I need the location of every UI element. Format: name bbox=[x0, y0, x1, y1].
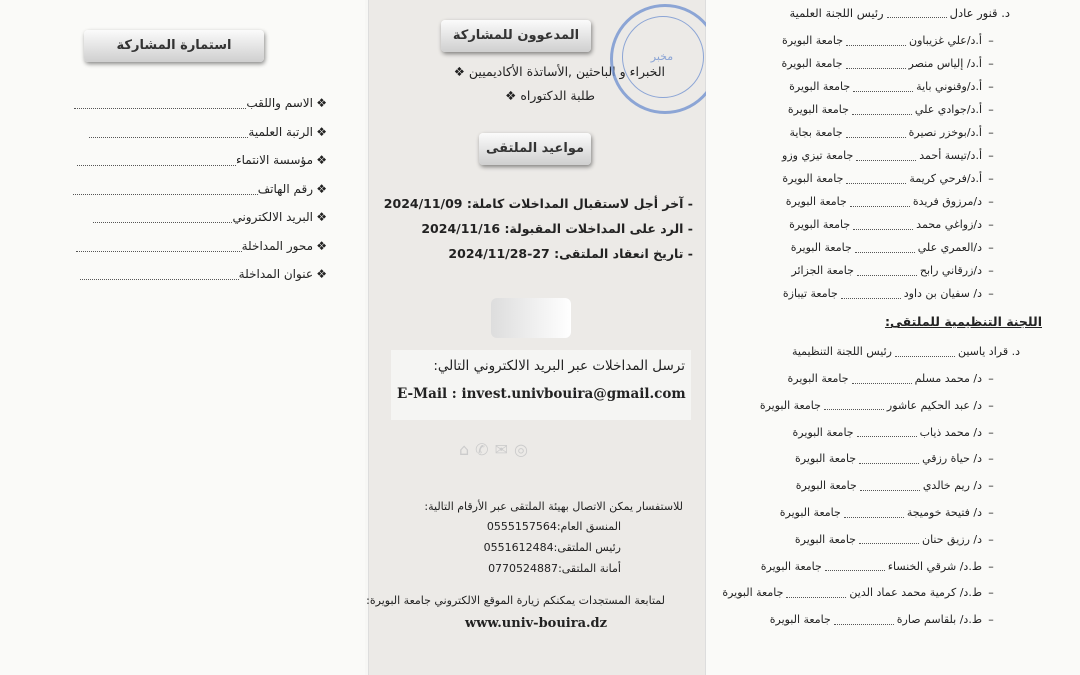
dash-bullet: – bbox=[988, 103, 994, 116]
dotted-leader bbox=[846, 129, 906, 138]
form-field-row bbox=[37, 210, 327, 232]
diamond-bullet-icon: ❖ bbox=[316, 210, 327, 224]
sci-member-row bbox=[783, 287, 1000, 307]
sci-member-row bbox=[782, 172, 1000, 192]
member-name: أ.د/بوخزر نصيرة bbox=[908, 126, 982, 139]
sci-member-row bbox=[782, 149, 1000, 169]
invited-line-1: الخبراء و الباحثين ,الأساتذة الأكاديميين ❖ bbox=[453, 64, 665, 79]
member-name: أ.د/علي غزيباون bbox=[909, 34, 982, 47]
social-icons bbox=[459, 440, 609, 470]
member-name: ط.د/ شرقي الخنساء bbox=[887, 559, 982, 573]
dash-bullet: – bbox=[988, 613, 994, 627]
sci-member-row bbox=[782, 34, 1000, 54]
dotted-leader bbox=[846, 37, 906, 46]
member-name: د/ ريم خالدي bbox=[922, 479, 982, 493]
dash-bullet: – bbox=[988, 532, 994, 546]
member-org: جامعة البويرة bbox=[792, 425, 854, 439]
org-member-row bbox=[793, 426, 1000, 446]
form-field-label: عنوان المداخلة bbox=[238, 267, 313, 281]
contact-row bbox=[488, 562, 621, 575]
member-org: جامعة البويرة bbox=[795, 452, 857, 466]
dash-bullet: – bbox=[988, 57, 994, 70]
participation-form-title: استمارة المشاركة bbox=[84, 30, 264, 62]
dash-bullet: – bbox=[988, 398, 994, 412]
member-name: أ.د/جوادي علي bbox=[914, 103, 982, 116]
dash-bullet: – bbox=[988, 452, 994, 466]
dotted-leader bbox=[855, 244, 915, 253]
dash-bullet: – bbox=[988, 479, 994, 493]
member-org: جامعة البويرة bbox=[787, 103, 849, 116]
sci-head: د. قنور عادلرئيس اللجنة العلمية bbox=[789, 6, 1010, 20]
dash-bullet: - bbox=[683, 196, 693, 211]
form-field-input[interactable] bbox=[89, 127, 248, 138]
globe-icon: ◎ bbox=[513, 440, 534, 459]
dash-bullet: – bbox=[988, 126, 994, 139]
dash-bullet: – bbox=[988, 559, 994, 573]
dotted-leader bbox=[857, 428, 917, 437]
diamond-bullet-icon: ❖ bbox=[505, 88, 517, 103]
form-field-input[interactable] bbox=[73, 184, 258, 195]
dotted-leader bbox=[852, 106, 912, 115]
dash-bullet: – bbox=[988, 264, 994, 277]
form-field-label: مؤسسة الانتماء bbox=[235, 153, 313, 167]
dotted-leader bbox=[850, 198, 910, 207]
dotted-leader bbox=[856, 152, 916, 161]
form-field-label: رقم الهاتف bbox=[257, 181, 313, 196]
phone-icon: ✆ bbox=[475, 440, 495, 459]
dotted-leader bbox=[853, 83, 913, 92]
member-org: جامعة البويرة bbox=[790, 241, 852, 254]
sci-member-row bbox=[791, 241, 1000, 261]
date-value: 2024/11/09 bbox=[383, 196, 463, 211]
dash-bullet: – bbox=[988, 218, 994, 231]
form-field-input[interactable] bbox=[77, 155, 236, 166]
mail-icon: ✉ bbox=[494, 440, 514, 459]
org-member-row bbox=[770, 613, 1000, 633]
dotted-leader bbox=[824, 401, 884, 410]
member-org: جامعة البويرة bbox=[794, 532, 856, 546]
diamond-bullet-icon: ❖ bbox=[316, 124, 327, 139]
form-field-row bbox=[37, 96, 327, 118]
diamond-bullet-icon: ❖ bbox=[316, 181, 327, 196]
share-icon: ⌂ bbox=[459, 440, 476, 459]
member-org: جامعة البويرة bbox=[785, 195, 847, 208]
form-field-row bbox=[37, 239, 327, 261]
form-field-input[interactable] bbox=[80, 269, 239, 280]
dotted-leader bbox=[786, 589, 846, 598]
committees-panel bbox=[706, 0, 1080, 675]
follow-text: لمتابعة المستجدات يمكنكم زيارة الموقع الالكتروني جامعة البويرة: bbox=[366, 594, 665, 607]
date-row bbox=[421, 221, 693, 236]
member-org: جامعة البويرة bbox=[789, 218, 851, 231]
diamond-bullet-icon: ❖ bbox=[316, 153, 327, 167]
member-org: جامعة البويرة bbox=[781, 57, 843, 70]
dash-bullet: – bbox=[988, 172, 994, 185]
dotted-leader bbox=[859, 455, 919, 464]
date-row bbox=[384, 196, 693, 211]
member-name: د/العمري علي bbox=[917, 241, 982, 254]
form-field-input[interactable] bbox=[74, 98, 246, 109]
dash-bullet: – bbox=[988, 34, 994, 47]
dash-bullet: – bbox=[988, 80, 994, 93]
member-name: د/ فتيحة خوميجة bbox=[906, 506, 982, 519]
member-name: د/ محمد ذياب bbox=[919, 425, 982, 439]
invited-line-2: طلبة الدكتوراه ❖ bbox=[505, 88, 595, 103]
diamond-bullet-icon: ❖ bbox=[316, 267, 327, 281]
form-field-input[interactable] bbox=[93, 212, 233, 223]
dotted-leader bbox=[857, 267, 917, 276]
member-name: د/ حياة رزقي bbox=[922, 452, 982, 466]
date-value: 27-2024/11/28 bbox=[448, 246, 550, 261]
contact-phone[interactable]: 0770524887 bbox=[488, 562, 559, 575]
dotted-leader bbox=[846, 175, 906, 184]
form-field-input[interactable] bbox=[76, 241, 242, 252]
org-member-row bbox=[761, 560, 1000, 580]
decorative-image bbox=[491, 298, 571, 338]
member-org: جامعة البويرة bbox=[781, 34, 844, 47]
invited-title: المدعوون للمشاركة bbox=[441, 20, 591, 52]
member-org: جامعة البويرة bbox=[769, 613, 831, 627]
form-field-row bbox=[37, 125, 327, 147]
dash-bullet: – bbox=[988, 195, 994, 208]
dash-bullet: – bbox=[988, 149, 994, 162]
dash-bullet: - bbox=[683, 246, 693, 261]
member-name: د/ عبد الحكيم عاشور bbox=[886, 398, 982, 412]
dotted-leader bbox=[852, 375, 912, 384]
sci-member-row bbox=[781, 57, 1000, 77]
date-label: الرد على المداخلات المقبولة: bbox=[504, 221, 684, 236]
diamond-bullet-icon: ❖ bbox=[316, 96, 327, 110]
form-field-label: الرتبة العلمية bbox=[248, 124, 313, 139]
dotted-leader bbox=[825, 562, 885, 571]
member-name: د/ سفيان بن داود bbox=[903, 287, 982, 300]
member-org: جامعة البويرة bbox=[782, 172, 844, 185]
sci-member-row bbox=[789, 80, 1000, 100]
date-label: تاريخ انعقاد الملتقى: bbox=[554, 246, 684, 261]
sci-member-row bbox=[786, 195, 1000, 215]
org-member-row bbox=[760, 399, 1000, 419]
member-org: جامعة البويرة bbox=[787, 372, 849, 385]
dates-title: مواعيد الملتقى bbox=[479, 133, 591, 165]
org-member-row bbox=[795, 452, 1000, 472]
member-name: أ.د/فرحي كريمة bbox=[909, 172, 982, 185]
form-field-label: البريد الالكتروني bbox=[232, 210, 313, 224]
send-text: ترسل المداخلات عبر البريد الالكتروني التالي: bbox=[433, 358, 685, 374]
member-org: جامعة البويرة bbox=[759, 398, 821, 412]
date-label: آخر أجل لاستقبال المداخلات كاملة: bbox=[466, 196, 684, 211]
org-head: د. قراد ياسينرئيس اللجنة التنظيمية bbox=[791, 345, 1020, 358]
member-org: جامعة بجاية bbox=[789, 126, 843, 139]
diamond-bullet-icon: ❖ bbox=[316, 238, 327, 253]
org-member-row bbox=[780, 506, 1000, 526]
org-member-row bbox=[796, 479, 1000, 499]
dotted-leader bbox=[841, 290, 901, 299]
email-box bbox=[391, 350, 691, 420]
org-member-row bbox=[788, 372, 1000, 392]
sci-member-row bbox=[791, 264, 1000, 284]
member-name: ط.د/ كرمية محمد عماد الدين bbox=[849, 586, 982, 600]
member-name: د/زواغي محمد bbox=[916, 218, 982, 231]
dash-bullet: – bbox=[988, 287, 994, 300]
date-value: 2024/11/16 bbox=[421, 221, 501, 236]
contact-intro: للاستفسار يمكن الاتصال بهيئة الملتقى عبر الأرقام التالية: bbox=[424, 500, 683, 513]
dash-bullet: – bbox=[988, 372, 994, 385]
member-name: أ.د/وقنوني باية bbox=[916, 80, 982, 93]
dotted-leader bbox=[834, 616, 894, 625]
dash-bullet: – bbox=[988, 241, 994, 254]
contact-label: رئيس الملتقى: bbox=[553, 541, 621, 554]
email-address[interactable]: E-Mail : invest.univbouira@gmail.com bbox=[397, 386, 686, 402]
dotted-leader bbox=[859, 535, 919, 544]
member-name: د/ رزيق حنان bbox=[921, 532, 982, 546]
member-name: أ.د/ إلياس منصر bbox=[908, 57, 982, 70]
member-org: جامعة تيبازة bbox=[782, 287, 838, 300]
dotted-leader bbox=[846, 60, 906, 69]
member-name: د/ محمد مسلم bbox=[914, 372, 982, 385]
website-link[interactable]: www.univ-bouira.dz bbox=[465, 616, 608, 631]
form-field-row bbox=[37, 267, 327, 289]
university-stamp-icon bbox=[610, 4, 720, 114]
member-org: جامعة البويرة bbox=[795, 479, 857, 493]
member-org: جامعة الجزائر bbox=[791, 264, 854, 277]
dash-bullet: – bbox=[988, 506, 994, 519]
org-member-row bbox=[722, 586, 1000, 606]
svg-text:مخبر: مخبر bbox=[650, 50, 674, 63]
member-org: جامعة البويرة bbox=[789, 80, 851, 93]
org-member-row bbox=[795, 533, 1000, 553]
contact-phone[interactable]: 0551612484 bbox=[483, 541, 554, 554]
form-field-label: محور المداخلة bbox=[241, 238, 313, 253]
dash-bullet: – bbox=[988, 586, 994, 600]
member-name: د/زرقاني رابح bbox=[919, 264, 982, 277]
contact-label: المنسق العام: bbox=[556, 520, 621, 533]
member-org: جامعة البويرة bbox=[722, 586, 784, 600]
dotted-leader bbox=[844, 509, 904, 518]
form-field-label: الاسم واللقب bbox=[246, 96, 313, 110]
contact-row bbox=[487, 520, 621, 533]
member-org: جامعة تيزي وزو bbox=[782, 149, 854, 162]
org-committee-title: اللجنة التنظيمية للملتقى: bbox=[884, 314, 1042, 329]
contact-label: أمانة الملتقى: bbox=[558, 562, 621, 575]
contact-phone[interactable]: 0555157564 bbox=[486, 520, 557, 533]
dash-bullet: - bbox=[683, 221, 693, 236]
member-name: أ.د/تيسة أحمد bbox=[919, 149, 982, 162]
date-row bbox=[448, 246, 693, 261]
sci-member-row bbox=[788, 103, 1000, 123]
dash-bullet: – bbox=[988, 425, 994, 439]
member-name: ط.د/ بلقاسم صارة bbox=[896, 613, 982, 627]
form-field-row bbox=[37, 153, 327, 175]
participation-form-panel bbox=[0, 0, 365, 675]
member-org: جامعة البويرة bbox=[779, 506, 841, 519]
diamond-bullet-icon: ❖ bbox=[453, 64, 465, 79]
member-org: جامعة البويرة bbox=[760, 559, 822, 573]
dotted-leader bbox=[853, 221, 913, 230]
dotted-leader bbox=[860, 482, 920, 491]
contact-row bbox=[484, 541, 621, 554]
sci-member-row bbox=[789, 218, 1000, 238]
member-name: د/مرزوق فريدة bbox=[912, 195, 982, 208]
sci-member-row bbox=[789, 126, 1000, 146]
form-field-row bbox=[37, 182, 327, 204]
